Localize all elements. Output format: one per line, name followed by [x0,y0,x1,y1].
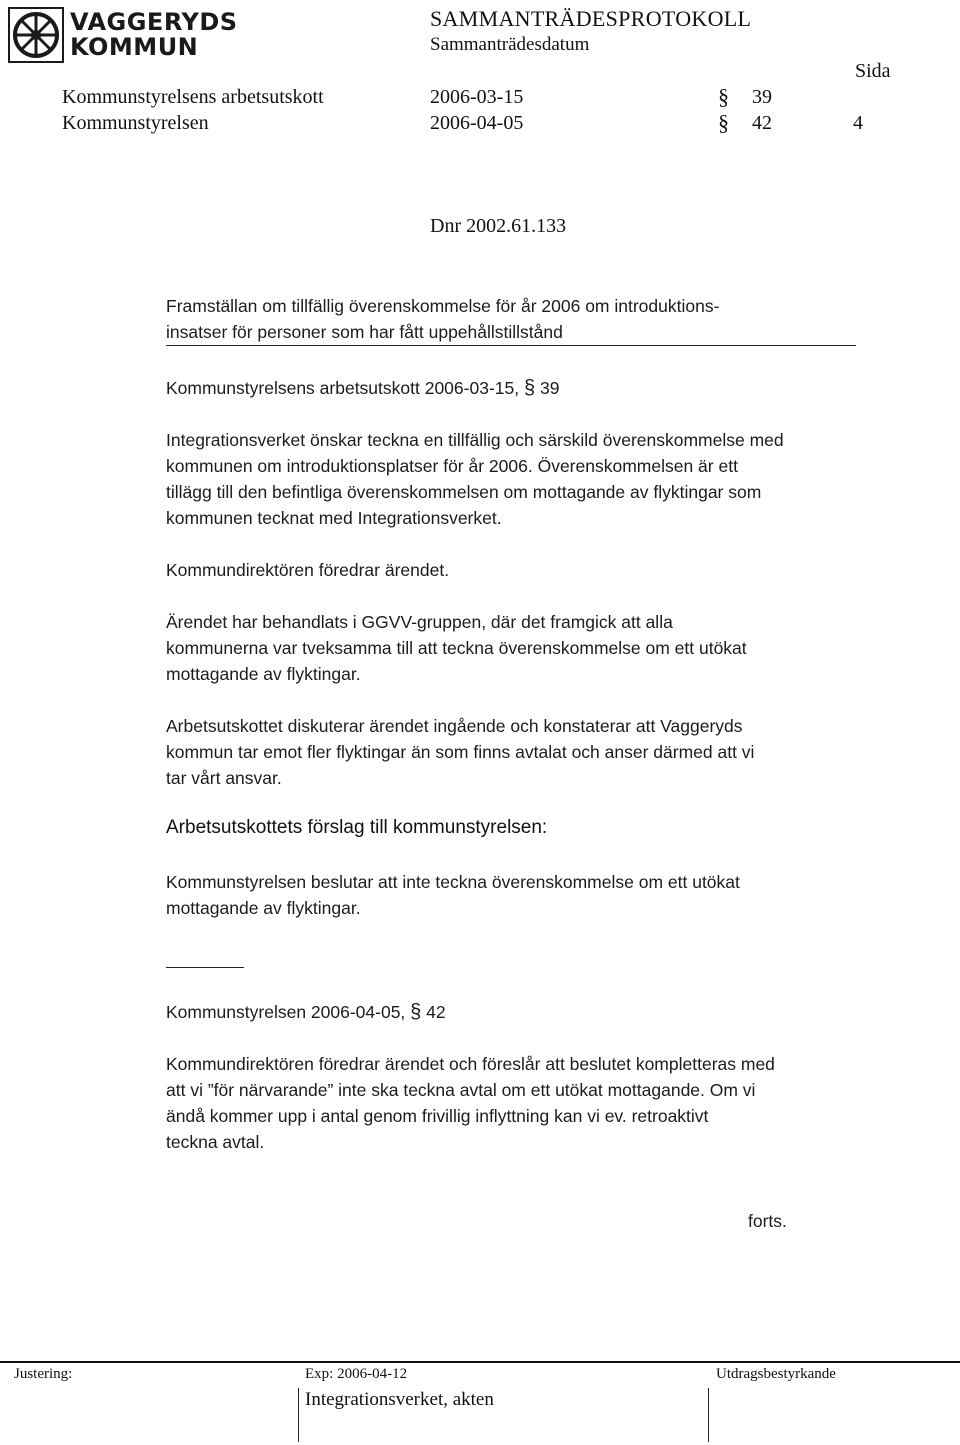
paragraph-line: kommunerna var tveksamma till att teckna överenskommelse om ett utökat [166,638,747,658]
paragraph-line: Ärendet har behandlats i GGVV-gruppen, där det framgick att alla [166,612,673,632]
section-sign-icon: § [523,377,536,399]
paragraph-line: Kommundirektören föredrar ärendet och föreslår att beslutet kompletteras med [166,1054,775,1074]
paragraph-line: Arbetsutskottet diskuterar ärendet ingående och konstaterar att Vaggeryds [166,716,743,736]
justering-label: Justering: [14,1366,73,1382]
page-number: 4 [853,112,863,134]
header-paragraph-2: 42 [752,112,772,134]
footer-divider [298,1388,299,1442]
page-label: Sida [855,60,891,82]
ks-reference-text: Kommunstyrelsen 2006-04-05, [166,1002,406,1022]
recipients: Integrationsverket, akten [305,1389,494,1410]
au-reference-number: 39 [539,378,560,398]
diary-number: Dnr 2002.61.133 [430,215,567,237]
meeting-date-label: Sammanträdesdatum [430,34,590,55]
paragraph-line: Integrationsverket önskar teckna en tillfällig och särskild överenskommelse med [166,430,784,450]
section-sign-icon: § [410,1001,422,1023]
coat-of-arms-icon [8,7,64,63]
paragraph-line: kommunen om introduktionsplatser för år 2006. Överenskommelsen är ett [166,456,738,476]
logo-line-1: VAGGERYDS [70,8,238,36]
footer-rule [0,1361,960,1363]
extract-certified-label: Utdragsbestyrkande [716,1366,836,1382]
au-reference [166,375,866,401]
case-title-line: Framställan om tillfällig överenskommelse för år 2006 om introduktions- [166,296,720,316]
paragraph-line: mottagande av flyktingar. [166,898,361,918]
footer-divider [708,1388,709,1442]
header-body-1: Kommunstyrelsens arbetsutskott [62,86,324,108]
header-date-2: 2006-04-05 [430,112,524,134]
municipality-logo [8,4,238,66]
paragraph-line: tillägg till den befintliga överenskommelsen om mottagande av flyktingar som [166,482,762,502]
paragraph-4 [166,713,866,791]
paragraph-line: att vi ”för närvarande” inte ska teckna avtal om ett utökat mottagande. Om vi [166,1080,756,1100]
paragraph-line: Kommundirektören föredrar ärendet. [166,560,450,580]
header-body-2: Kommunstyrelsen [62,112,209,134]
ks-reference-number: 42 [426,1002,446,1022]
paragraph-line: mottagande av flyktingar. [166,664,361,684]
case-title-line: insatser för personer som har fått uppehållstillstånd [166,322,563,342]
paragraph-1 [166,427,866,531]
header-date-1: 2006-03-15 [430,86,524,108]
section-sign-icon: § [718,84,729,109]
paragraph-line: Kommunstyrelsen beslutar att inte teckna överenskommelse om ett utökat [166,872,740,892]
paragraph-line: teckna avtal. [166,1132,265,1152]
proposal-heading: Arbetsutskottets förslag till kommunstyrelsen: [166,817,548,838]
paragraph-6 [166,1051,866,1155]
paragraph-line: ändå kommer upp i antal genom frivillig inflyttning kan vi ev. retroaktivt [166,1106,709,1126]
paragraph-2 [166,557,866,583]
case-title [166,293,866,345]
header-paragraph-1: 39 [752,86,772,108]
expedition-date: Exp: 2006-04-12 [305,1366,408,1382]
section-sign-icon: § [718,110,729,135]
au-reference-text: Kommunstyrelsens arbetsutskott 2006-03-15, [166,378,520,398]
ks-reference [166,999,866,1025]
logo-line-2: KOMMUN [70,33,199,61]
protocol-title: SAMMANTRÄDESPROTOKOLL [430,6,752,31]
paragraph-3 [166,609,866,687]
paragraph-line: kommun tar emot fler flyktingar än som finns avtalat och anser därmed att vi [166,742,755,762]
separator-line [166,967,244,968]
title-underline [166,345,856,346]
paragraph-5 [166,869,866,921]
logo-wordmark [70,10,238,60]
paragraph-line: tar vårt ansvar. [166,768,282,788]
paragraph-line: kommunen tecknat med Integrationsverket. [166,508,502,528]
continued-note: forts. [748,1211,787,1231]
